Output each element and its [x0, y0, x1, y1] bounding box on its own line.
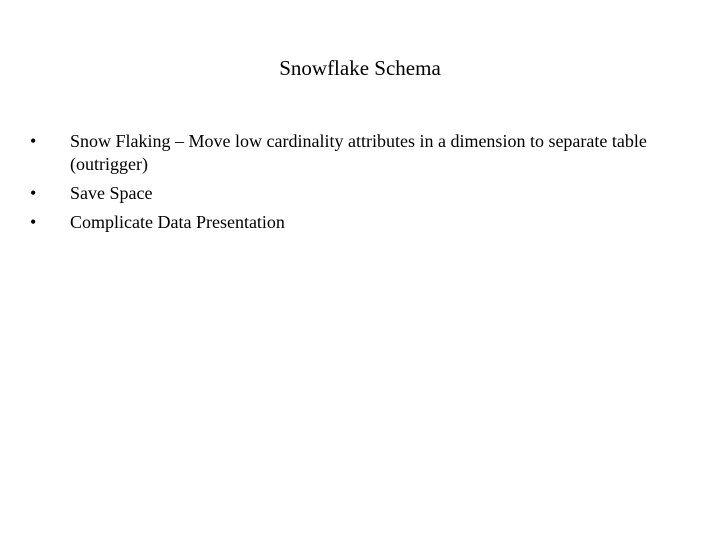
bullet-item-complicate-data-presentation — [30, 211, 690, 234]
bullet-item-save-space — [30, 182, 690, 205]
bullet-text: Snow Flaking – Move low cardinality attributes in a dimension to separate table (outrigger) — [70, 131, 647, 174]
bullet-marker: • — [30, 183, 37, 203]
bullet-item-snow-flaking — [30, 130, 690, 176]
slide-title: Snowflake Schema — [279, 56, 441, 80]
bullet-marker: • — [30, 131, 37, 151]
bullet-text: Complicate Data Presentation — [70, 212, 285, 232]
bullet-list — [30, 130, 690, 240]
bullet-marker: • — [30, 212, 37, 232]
bullet-text: Save Space — [70, 183, 153, 203]
